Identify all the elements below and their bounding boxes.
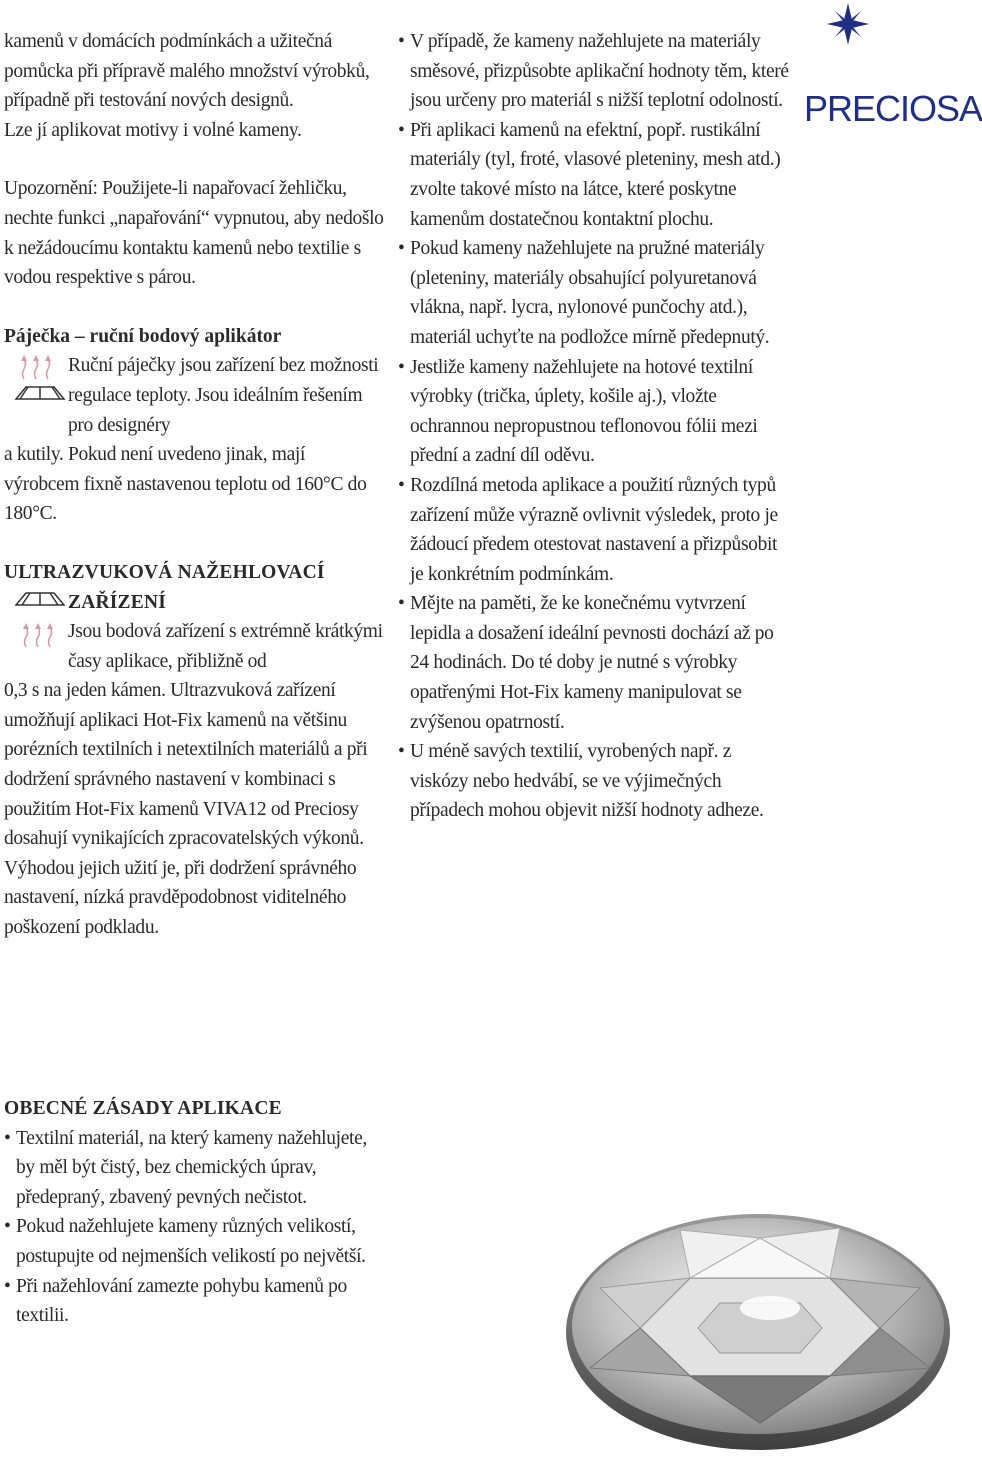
list-item: • V případě, že kameny nažehlujete na materiály směsové, přizpůsobte aplikační hodnoty těm, které jsou určeny pro materiál s nižší teplotní odolností. [398,27,793,116]
steam-warning: Upozornění: Použijete-li napařovací žehličku, nechte funkci „napařování“ vypnutou, aby nedošlo k nežádoucímu kontaktu kamenů nebo textilie s vodou respektive s párou. [4,178,384,289]
ultrasonic-device-icon [16,591,64,663]
list-item: • Mějte na paměti, že ke konečnému vytvrzení lepidla a dosažení ideální pevnosti dochází až po 24 hodinách. Do té doby je nutné s výrobky opatřenými Hot-Fix kameny manipulovat se zvýšenou opatrností. [398,589,793,737]
ultrasonic-heading-line2: ZAŘÍZENÍ [68,591,167,613]
intro-text-2: Lze jí aplikovat motivy i volné kameny. [4,119,302,141]
soldering-iron-section [4,351,384,440]
ultrasonic-text-continued: 0,3 s na jeden kámen. Ultrazvuková zařízení umožňují aplikaci Hot-Fix kamenů na většinu porézních textilních i netextilních materiálů a při dodržení správného nastavení v kombinaci s použitím Hot-Fix kamenů VIVA12 od Preciosy dosahují vynikajících zpracovatelských výkonů. Výhodou jejich užití je, při dodržení správného nastavení, nízká pravděpodobnost viditelného poškození podkladu. [4,680,368,939]
list-item: • Při aplikaci kamenů na efektní, popř. rustikální materiály (tyl, froté, vlasové pleteniny, mesh atd.) zvolte takové místo na látce, které poskytne kamenům dostatečnou kontaktní plochu. [398,116,793,234]
soldering-iron-heading: Páječka – ruční bodový aplikátor [4,325,282,347]
ultrasonic-heading: ULTRAZVUKOVÁ NAŽEHLOVACÍ [4,561,325,583]
list-item: • U méně savých textilií, vyrobených např. z viskózy nebo hedvábí, se ve výjimečných případech mohou objevit nižší hodnoty adheze. [398,737,793,826]
heated-applicator-icon [16,353,64,421]
ultrasonic-text: Jsou bodová zařízení s extrémně krátkými časy aplikace, přibližně od [68,621,383,672]
list-item: • Jestliže kameny nažehlujete na hotové textilní výrobky (trička, úplety, košile aj.), vložte ochrannou nepropustnou teflonovou fólii mezi přední a zadní díl oděvu. [398,353,793,471]
ultrasonic-section [4,588,384,677]
left-column [4,27,384,943]
right-column [398,27,793,826]
soldering-iron-text: Ruční páječky jsou zařízení bez možnosti regulace teploty. Jsou ideálním řešením pro designéry [68,355,379,436]
general-rules-heading: OBECNÉ ZÁSADY APLIKACE [4,1098,282,1119]
intro-text: kamenů v domácích podmínkách a užitečná pomůcka při přípravě malého množství výrobků, případně při testování nových designů. [4,31,370,112]
list-item: • Rozdílná metoda aplikace a použití různých typů zařízení může výrazně ovlivnit výsledek, proto je žádoucí předem otestovat nastavení a přizpůsobit je konkrétním podmínkám. [398,471,793,589]
soldering-iron-text-continued: a kutily. Pokud není uvedeno jinak, mají výrobcem fixně nastavenou teplotu od 160°C do 180°C. [4,444,367,525]
list-item: • Textilní materiál, na který kameny nažehlujete, by měl být čistý, bez chemických úprav, předepraný, zbavený pevných nečistot. [4,1124,384,1213]
crystal-rhinestone-icon [560,1208,970,1468]
general-rules-section [4,1094,384,1331]
list-item: • Pokud kameny nažehlujete na pružné materiály (pleteniny, materiály obsahující polyuretanová vlákna, např. lycra, nylonové punčochy atd.), materiál uchyťte na podložce mírně předepnutý. [398,234,793,352]
brand-name: PRECIOSA [804,88,982,129]
list-item: • Pokud nažehlujete kameny různých velikostí, postupujte od nejmenších velikostí po největší. [4,1212,384,1271]
preciosa-logo [802,2,982,132]
list-item: • Při nažehlování zamezte pohybu kamenů po textilii. [4,1272,384,1331]
